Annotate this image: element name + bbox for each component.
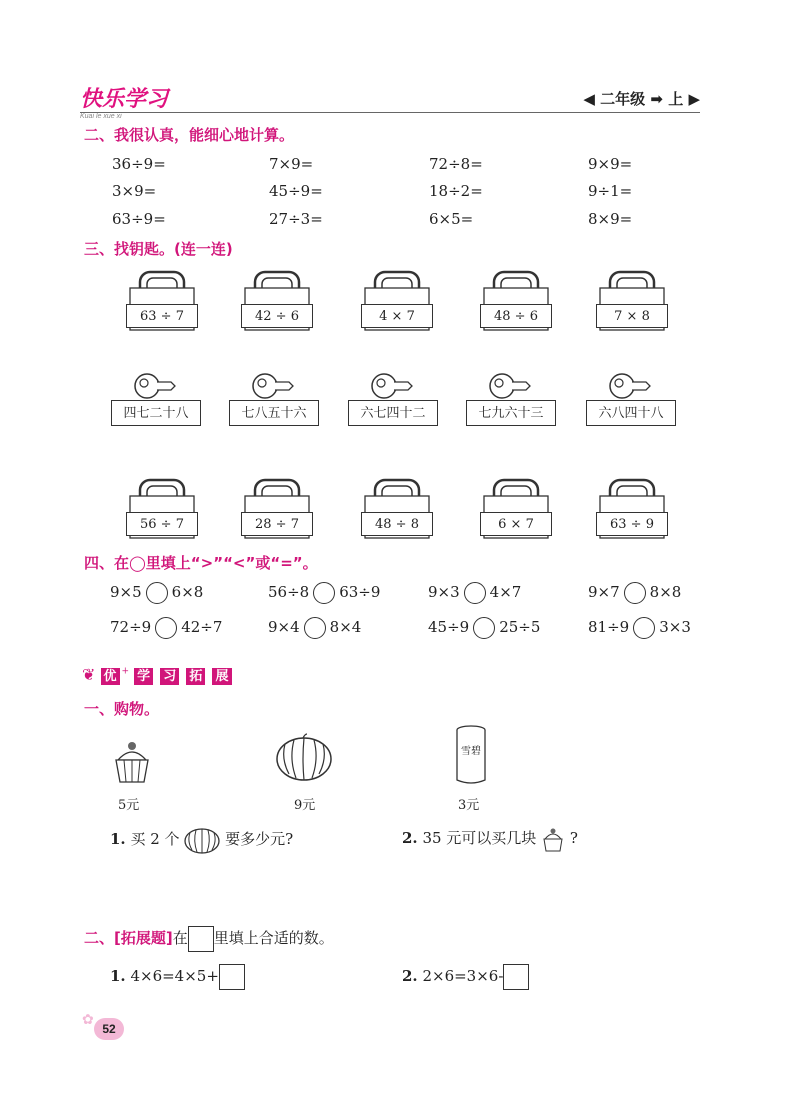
padlock [361, 270, 433, 332]
butterfly-icon: ❦ [82, 665, 96, 684]
compare-item [428, 582, 521, 604]
equation-text: 4×6=4×5+ [130, 967, 219, 985]
calc-item: 9÷1= [588, 182, 633, 200]
key-label: 七九六十三 [466, 400, 556, 426]
answer-box[interactable] [503, 964, 529, 990]
compare-right: 42÷7 [181, 618, 223, 636]
compare-item [110, 617, 222, 639]
fill-title-tag: [拓展题] [114, 929, 173, 947]
key [229, 372, 319, 430]
answer-circle[interactable] [624, 582, 646, 604]
calc-item: 18÷2= [429, 182, 483, 200]
compare-left: 56÷8 [268, 583, 310, 601]
padlock-label: 48 ÷ 8 [361, 512, 433, 536]
section3-title: 三、找钥匙。(连一连) [84, 240, 233, 258]
compare-left: 45÷9 [428, 618, 470, 636]
section2-title: 二、我很认真，能细心地计算。 [84, 126, 295, 144]
calc-item: 45÷9= [269, 182, 323, 200]
flower-icon: ✿ [82, 1012, 94, 1028]
cupcake-price: 5元 [118, 798, 140, 813]
question-number: 1. [110, 830, 126, 848]
answer-circle[interactable] [464, 582, 486, 604]
padlock-label: 7 × 8 [596, 304, 668, 328]
answer-circle[interactable] [313, 582, 335, 604]
right-triangle-icon: ▶ [688, 90, 700, 108]
calc-item: 6×5= [429, 210, 474, 228]
banner-char: 拓 [186, 668, 205, 685]
arrow-right-icon: ➡ [650, 90, 663, 108]
grade-indicator [583, 88, 700, 109]
calc-item: 27÷3= [269, 210, 323, 228]
watermelon-icon [184, 826, 220, 854]
answer-box[interactable] [219, 964, 245, 990]
compare-item [110, 582, 203, 604]
question-number: 1. [110, 967, 126, 985]
key-icon [229, 372, 319, 402]
compare-right: 8×4 [329, 618, 362, 636]
compare-row [110, 617, 730, 641]
padlock [126, 478, 198, 540]
question-number: 2. [402, 829, 418, 847]
banner-char: 习 [160, 668, 179, 685]
padlock [241, 270, 313, 332]
calc-row [112, 182, 712, 202]
term-label: 上 [668, 90, 684, 108]
question-text: 买 2 个 [130, 830, 180, 848]
drink-price: 3元 [458, 798, 480, 813]
answer-circle[interactable] [473, 617, 495, 639]
calc-row [112, 210, 712, 230]
padlock [596, 478, 668, 540]
watermelon-price: 9元 [294, 798, 316, 813]
calc-row [112, 155, 712, 175]
fill-title [84, 926, 334, 952]
compare-right: 63÷9 [339, 583, 381, 601]
banner-sup: + [121, 666, 130, 677]
question-text: 要多少元? [225, 830, 294, 848]
padlock-label: 56 ÷ 7 [126, 512, 198, 536]
watermelon-image [275, 732, 333, 782]
padlock [361, 478, 433, 540]
compare-left: 81÷9 [588, 618, 630, 636]
key-icon [111, 372, 201, 402]
book-logo [80, 82, 200, 120]
logo-title: 快乐学习 [80, 87, 169, 112]
padlock-label: 4 × 7 [361, 304, 433, 328]
compare-left: 9×7 [588, 583, 620, 601]
fill-title-text: 在 [172, 929, 188, 947]
calc-item: 7×9= [269, 155, 314, 173]
compare-item [588, 617, 691, 639]
compare-item [268, 617, 361, 639]
compare-right: 25÷5 [499, 618, 541, 636]
padlock [126, 270, 198, 332]
shopping-title: 一、购物。 [84, 700, 160, 718]
compare-right: 6×8 [171, 583, 204, 601]
fill-title-number: 二、 [84, 929, 115, 947]
key-icon [586, 372, 676, 402]
question-number: 2. [402, 967, 418, 985]
compare-item [268, 582, 380, 604]
extension-banner [82, 665, 234, 684]
answer-circle[interactable] [155, 617, 177, 639]
can-text: 雪碧 [461, 746, 481, 757]
page-number: 52 [94, 1018, 124, 1040]
question-2 [402, 826, 578, 852]
banner-char: 展 [212, 668, 231, 685]
calc-item: 3×9= [112, 182, 157, 200]
compare-left: 9×3 [428, 583, 460, 601]
answer-circle[interactable] [146, 582, 168, 604]
compare-right: 4×7 [489, 583, 522, 601]
key-label: 七八五十六 [229, 400, 319, 426]
compare-right: 3×3 [659, 618, 691, 636]
drink-can-image [454, 724, 488, 786]
compare-left: 9×5 [110, 583, 142, 601]
section4-title: 四、在◯里填上“>”“<”或“=”。 [84, 554, 318, 572]
compare-item [428, 617, 540, 639]
fill-question-2 [402, 964, 529, 990]
cupcake-icon [541, 826, 565, 852]
compare-right: 8×8 [649, 583, 682, 601]
answer-circle[interactable] [304, 617, 326, 639]
calc-item: 36÷9= [112, 155, 166, 173]
padlock-label: 6 × 7 [480, 512, 552, 536]
calc-item: 8×9= [588, 210, 633, 228]
padlock-label: 28 ÷ 7 [241, 512, 313, 536]
fill-title-text: 里填上合适的数。 [213, 929, 334, 947]
equation-text: 2×6=3×6- [422, 967, 504, 985]
answer-circle[interactable] [633, 617, 655, 639]
logo-subtitle: Kuai le xue xi [80, 113, 122, 120]
padlock [480, 478, 552, 540]
padlock [480, 270, 552, 332]
padlock-label: 63 ÷ 9 [596, 512, 668, 536]
question-text: 35 元可以买几块 [422, 829, 537, 847]
watermelon-icon [275, 732, 333, 782]
example-box [188, 926, 214, 952]
banner-char: 优 [101, 668, 120, 685]
compare-item [588, 582, 681, 604]
padlock [596, 270, 668, 332]
fill-question-1 [110, 964, 245, 990]
compare-row [110, 582, 730, 606]
padlock [241, 478, 313, 540]
calc-item: 63÷9= [112, 210, 166, 228]
cupcake-icon [112, 738, 152, 784]
calc-item: 72÷8= [429, 155, 483, 173]
padlock-label: 63 ÷ 7 [126, 304, 198, 328]
key-icon [466, 372, 556, 402]
left-triangle-icon: ◀ [583, 90, 595, 108]
calc-item: 9×9= [588, 155, 633, 173]
key-icon [348, 372, 438, 402]
compare-left: 9×4 [268, 618, 300, 636]
key [348, 372, 438, 430]
question-1 [110, 826, 293, 854]
grade-label: 二年级 [600, 90, 646, 108]
key [466, 372, 556, 430]
banner-char: 学 [134, 668, 153, 685]
key [586, 372, 676, 430]
compare-left: 72÷9 [110, 618, 152, 636]
padlock-label: 48 ÷ 6 [480, 304, 552, 328]
key-label: 四七二十八 [111, 400, 201, 426]
question-text: ? [569, 829, 578, 847]
cupcake-image [112, 738, 152, 784]
header-divider [80, 112, 700, 113]
key-label: 六八四十八 [586, 400, 676, 426]
padlock-label: 42 ÷ 6 [241, 304, 313, 328]
key-label: 六七四十二 [348, 400, 438, 426]
key [111, 372, 201, 430]
